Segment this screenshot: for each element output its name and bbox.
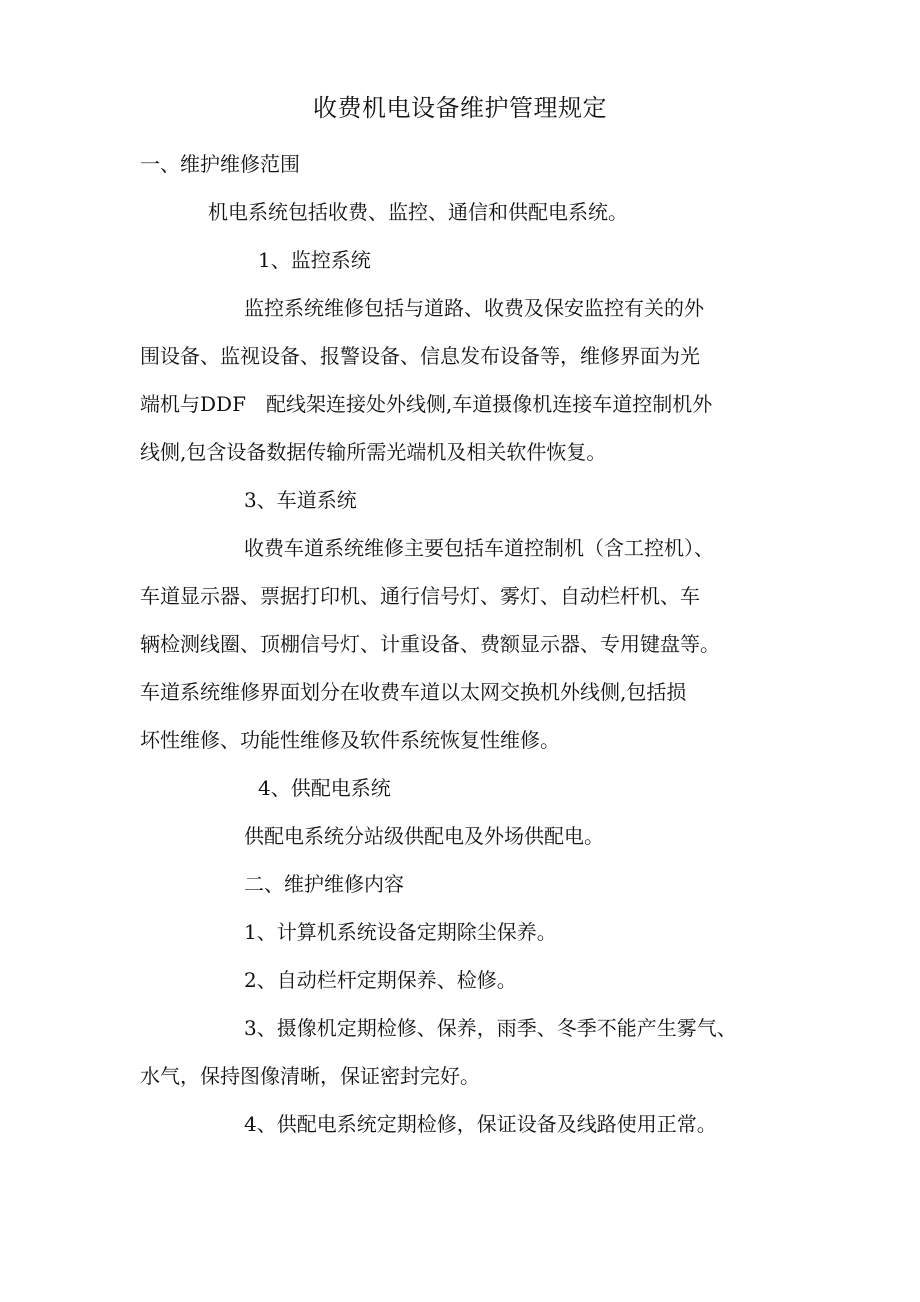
paragraph-line: 收费车道系统维修主要包括车道控制机（含工控机）、 bbox=[244, 536, 714, 560]
list-item: 4、供配电系统定期检修，保证设备及线路使用正常。 bbox=[244, 1112, 717, 1136]
subsection-heading-power: 4、供配电系统 bbox=[258, 776, 391, 800]
paragraph-line: 端机与DDF 配线架连接处外线侧,车道摄像机连接车道控制机外 bbox=[140, 392, 713, 416]
paragraph-line: 机电系统包括收费、监控、通信和供配电系统。 bbox=[208, 200, 628, 224]
section-heading-content: 二、维护维修内容 bbox=[244, 872, 404, 896]
document-title: 收费机电设备维护管理规定 bbox=[313, 94, 607, 122]
section-heading-scope: 一、维护维修范围 bbox=[140, 152, 300, 176]
paragraph-line: 辆检测线圈、顶棚信号灯、计重设备、费额显示器、专用键盘等。 bbox=[140, 632, 720, 656]
paragraph-line: 车道系统维修界面划分在收费车道以太网交换机外线侧,包括损 bbox=[140, 680, 687, 704]
subsection-heading-monitoring: 1、监控系统 bbox=[258, 248, 371, 272]
paragraph-line: 车道显示器、票据打印机、通行信号灯、雾灯、自动栏杆机、车 bbox=[140, 584, 700, 608]
paragraph-line: 水气，保持图像清晰，保证密封完好。 bbox=[140, 1064, 480, 1088]
paragraph-line: 供配电系统分站级供配电及外场供配电。 bbox=[244, 824, 604, 848]
paragraph-line: 监控系统维修包括与道路、收费及保安监控有关的外 bbox=[244, 296, 704, 320]
list-item: 3、摄像机定期检修、保养，雨季、冬季不能产生雾气、 bbox=[244, 1016, 737, 1040]
list-item: 1、计算机系统设备定期除尘保养。 bbox=[244, 920, 557, 944]
paragraph-line: 坏性维修、功能性维修及软件系统恢复性维修。 bbox=[140, 728, 560, 752]
subsection-heading-lane: 3、车道系统 bbox=[244, 488, 357, 512]
paragraph-line: 线侧,包含设备数据传输所需光端机及相关软件恢复。 bbox=[140, 440, 607, 464]
paragraph-line: 围设备、监视设备、报警设备、信息发布设备等，维修界面为光 bbox=[140, 344, 700, 368]
list-item: 2、自动栏杆定期保养、检修。 bbox=[244, 968, 517, 992]
